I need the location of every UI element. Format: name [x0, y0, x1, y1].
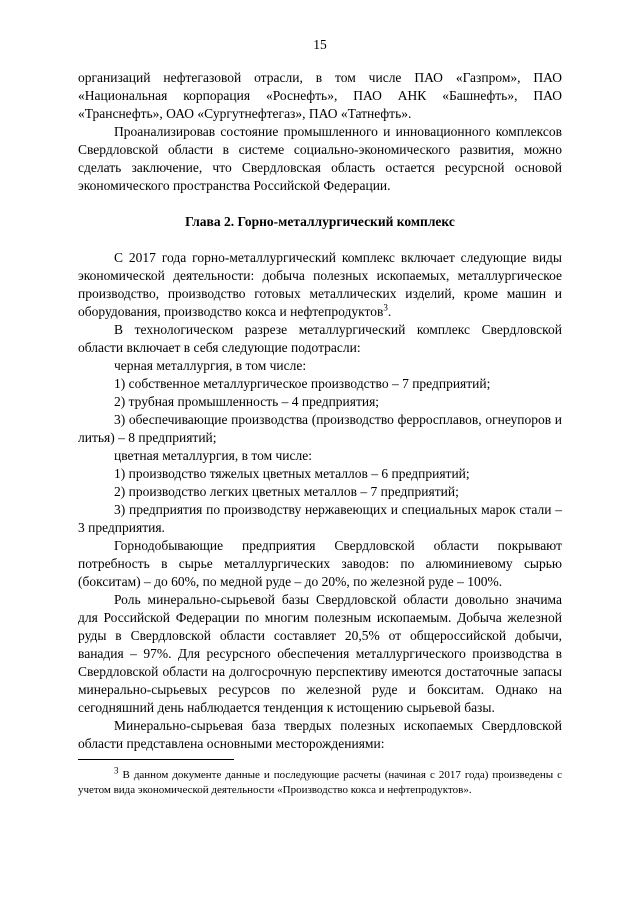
ferrous-item-3: 3) обеспечивающие производства (производство ферросплавов, огнеупоров и литья) – 8 предприятий; [78, 412, 562, 445]
paragraph-activity-types [78, 249, 562, 321]
footnote-separator [78, 759, 234, 760]
chapter-title: Глава 2. Горно-металлургический комплекс [185, 214, 455, 229]
paragraph-mining-supply: Горнодобывающие предприятия Свердловской области покрывают потребность в сырье металлургических заводов: по алюминиевому сырью (бокситам) – до 60%, по медной руде – до 20%, по железной руде – 100%. [78, 538, 562, 589]
nonferrous-item-3: 3) предприятия по производству нержавеющих и специальных марок стали – 3 предприятия. [78, 502, 562, 535]
footnote [78, 765, 562, 798]
footnote-text [78, 765, 562, 798]
paragraph-analysis-conclusion: Проанализировав состояние промышленного и инновационного комплексов Свердловской области в системе социально-экономического развития, можно сделать заключение, что Свердловская область остается ресурсной основой экономического пространства Российской Федерации. [78, 124, 562, 193]
nonferrous-item-1: 1) производство тяжелых цветных металлов – 6 предприятий; [114, 466, 470, 481]
paragraph-activity-types-end: . [387, 304, 392, 319]
paragraph-mineral-base-role: Роль минерально-сырьевой базы Свердловской области довольно значима для Российской Федерации по многим полезным ископаемым. Добыча железной руды в Свердловской области составляет 20,5% от общероссийской добычи, ванадия – 97%. Для ресурсного обеспечения металлургического производства в Свердловской области на долгосрочную перспективу имеются достаточные запасы минерально-сырьевых ресурсов по железной руде и бокситам. Однако на сегодняшний день наблюдается тенденция к истощению сырьевой базы. [78, 592, 562, 715]
footnote-marker: 3 [114, 765, 119, 776]
footnote-body: В данном документе данные и последующие расчеты (начиная с 2017 года) произведены с учетом вида экономической деятельности «Производство кокса и нефтепродуктов». [78, 769, 562, 796]
nonferrous-heading: цветная металлургия, в том числе: [114, 448, 312, 463]
ferrous-item-1: 1) собственное металлургическое производство – 7 предприятий; [114, 376, 491, 391]
ferrous-heading: черная металлургия, в том числе: [114, 358, 307, 373]
ferrous-item-2: 2) трубная промышленность – 4 предприятия; [114, 394, 380, 409]
paragraph-subsectors-intro: В технологическом разрезе металлургический комплекс Свердловской области включает в себя следующие подотрасли: [78, 322, 562, 355]
paragraph-activity-types-text: С 2017 года горно-металлургический комплекс включает следующие виды экономической деятельности: добыча полезных ископаемых, металлургическое производство, производство готовых металлических изделий, кроме машин и оборудования, производство кокса и нефтепродуктов [78, 250, 562, 319]
paragraph-oil-gas-companies: организаций нефтегазовой отрасли, в том числе ПАО «Газпром», ПАО «Национальная корпорация «Роснефть», ПАО АНК «Башнефть», ПАО «Транснефть», ОАО «Сургутнефтегаз», ПАО «Татнефть». [78, 70, 562, 121]
page-number: 15 [313, 37, 327, 52]
page-body [78, 69, 562, 753]
footnote-reference[interactable]: 3 [383, 302, 388, 313]
nonferrous-item-2: 2) производство легких цветных металлов – 7 предприятий; [114, 484, 459, 499]
paragraph-deposits-intro: Минерально-сырьевая база твердых полезных ископаемых Свердловской области представлена основными месторождениями: [78, 718, 562, 751]
